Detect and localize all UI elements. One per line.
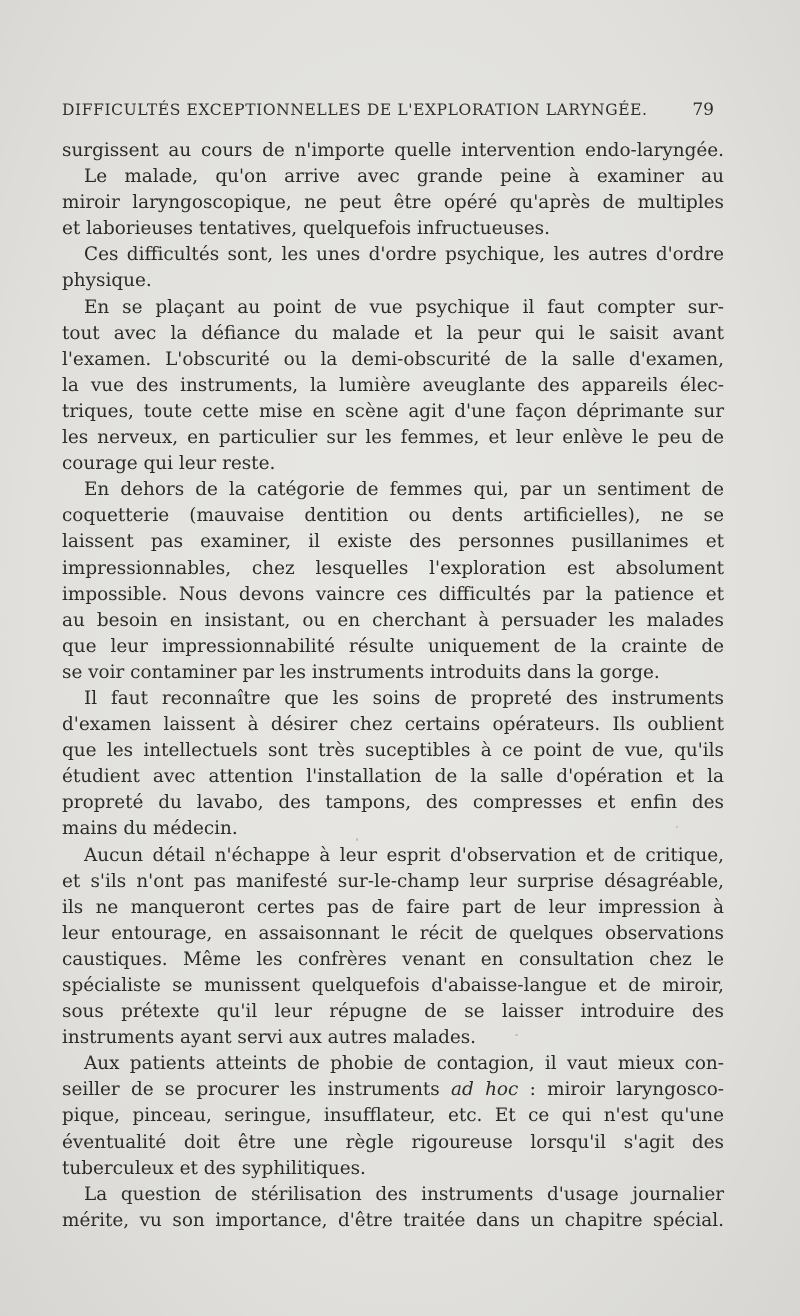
text-line: leur entourage, en assaisonnant le récit de quelques observations bbox=[62, 922, 724, 944]
text-line: spécialiste se munissent quelquefois d'abaisse-langue et de miroir, bbox=[62, 975, 724, 996]
paper-speck bbox=[356, 838, 358, 841]
text-line: et s'ils n'ont pas manifesté sur-le-champ leur surprise désagréable, bbox=[62, 870, 724, 892]
text-line: se voir contaminer par les instruments introduits dans la gorge. bbox=[62, 661, 660, 683]
text-line: et laborieuses tentatives, quelquefois infructueuses. bbox=[62, 218, 550, 240]
running-header bbox=[62, 100, 714, 126]
text-line: physique. bbox=[62, 270, 152, 292]
paper-speck bbox=[515, 1034, 518, 1036]
text-line: instruments ayant servi aux autres malades. bbox=[62, 1027, 477, 1049]
text-line: caustiques. Même les confrères venant en consultation chez le bbox=[62, 948, 724, 970]
text-line: Ces difficultés sont, les unes d'ordre psychique, les autres d'ordre bbox=[84, 244, 724, 266]
text-line: éventualité doit être une règle rigoureuse lorsqu'il s'agit des bbox=[62, 1131, 724, 1153]
text-line: propreté du lavabo, des tampons, des compresses et enfin des bbox=[62, 792, 724, 814]
text-line: que leur impressionnabilité résulte uniquement de la crainte de bbox=[62, 635, 724, 657]
body-text bbox=[62, 138, 724, 1234]
text-line: d'examen laissent à désirer chez certains opérateurs. Ils oublient bbox=[62, 714, 724, 736]
text-line: au besoin en insistant, ou en cherchant à persuader les malades bbox=[62, 609, 724, 631]
text-line: triques, toute cette mise en scène agit d'une façon déprimante sur bbox=[62, 400, 724, 422]
text-line: tout avec la défiance du malade et la peur qui le saisit avant bbox=[62, 322, 724, 344]
text-line: coquetterie (mauvaise dentition ou dents artificielles), ne se bbox=[62, 505, 724, 527]
paper-speck bbox=[676, 826, 678, 828]
text-line: l'examen. L'obscurité ou la demi-obscurité de la salle d'examen, bbox=[62, 348, 724, 370]
text-line: pique, pinceau, seringue, insufflateur, etc. Et ce qui n'est qu'une bbox=[62, 1105, 724, 1127]
text-line: ils ne manqueront certes pas de faire part de leur impression à bbox=[62, 896, 724, 918]
text-line: Le malade, qu'on arrive avec grande peine à examiner au bbox=[84, 166, 724, 188]
text-line: miroir laryngoscopique, ne peut être opéré qu'après de multiples bbox=[62, 192, 724, 214]
text-line: courage qui leur reste. bbox=[62, 453, 276, 475]
text-line: la vue des instruments, la lumière aveuglante des appareils élec- bbox=[62, 374, 724, 396]
text-segment: : miroir laryngosco- bbox=[518, 1079, 724, 1101]
text-line: impressionnables, chez lesquelles l'exploration est absolument bbox=[62, 557, 724, 579]
text-line: sous prétexte qu'il leur répugne de se laisser introduire des bbox=[62, 1001, 724, 1023]
text-line: En dehors de la catégorie de femmes qui, par un sentiment de bbox=[84, 479, 724, 501]
text-line: Il faut reconnaître que les soins de propreté des instruments bbox=[84, 687, 724, 709]
text-line: La question de stérilisation des instruments d'usage journalier bbox=[84, 1183, 724, 1205]
italic-term: ad hoc bbox=[451, 1079, 519, 1101]
text-line: En se plaçant au point de vue psychique il faut compter sur- bbox=[84, 296, 724, 318]
running-title: DIFFICULTÉS EXCEPTIONNELLES DE L'EXPLORATION LARYNGÉE. bbox=[62, 101, 648, 119]
text-line: surgissent au cours de n'importe quelle intervention endo-laryngée. bbox=[62, 140, 724, 161]
page-number: 79 bbox=[692, 100, 714, 120]
text-line: étudient avec attention l'installation de la salle d'opération et la bbox=[62, 766, 724, 788]
text-line: impossible. Nous devons vaincre ces difficultés par la patience et bbox=[62, 583, 724, 605]
text-line: les nerveux, en particulier sur les femmes, et leur enlève le peu de bbox=[62, 427, 724, 449]
text-segment: seiller de se procurer les instruments bbox=[62, 1079, 452, 1101]
text-line: tuberculeux et des syphilitiques. bbox=[62, 1157, 366, 1179]
text-line: Aucun détail n'échappe à leur esprit d'observation et de critique, bbox=[84, 844, 724, 866]
text-line: mérite, vu son importance, d'être traitée dans un chapitre spécial. bbox=[62, 1209, 724, 1231]
text-line: mains du médecin. bbox=[62, 818, 238, 840]
text-line: que les intellectuels sont très suceptibles à ce point de vue, qu'ils bbox=[62, 740, 724, 762]
text-line bbox=[62, 1077, 724, 1103]
text-line: laissent pas examiner, il existe des personnes pusillanimes et bbox=[62, 531, 724, 553]
text-line: Aux patients atteints de phobie de contagion, il vaut mieux con- bbox=[84, 1053, 724, 1075]
